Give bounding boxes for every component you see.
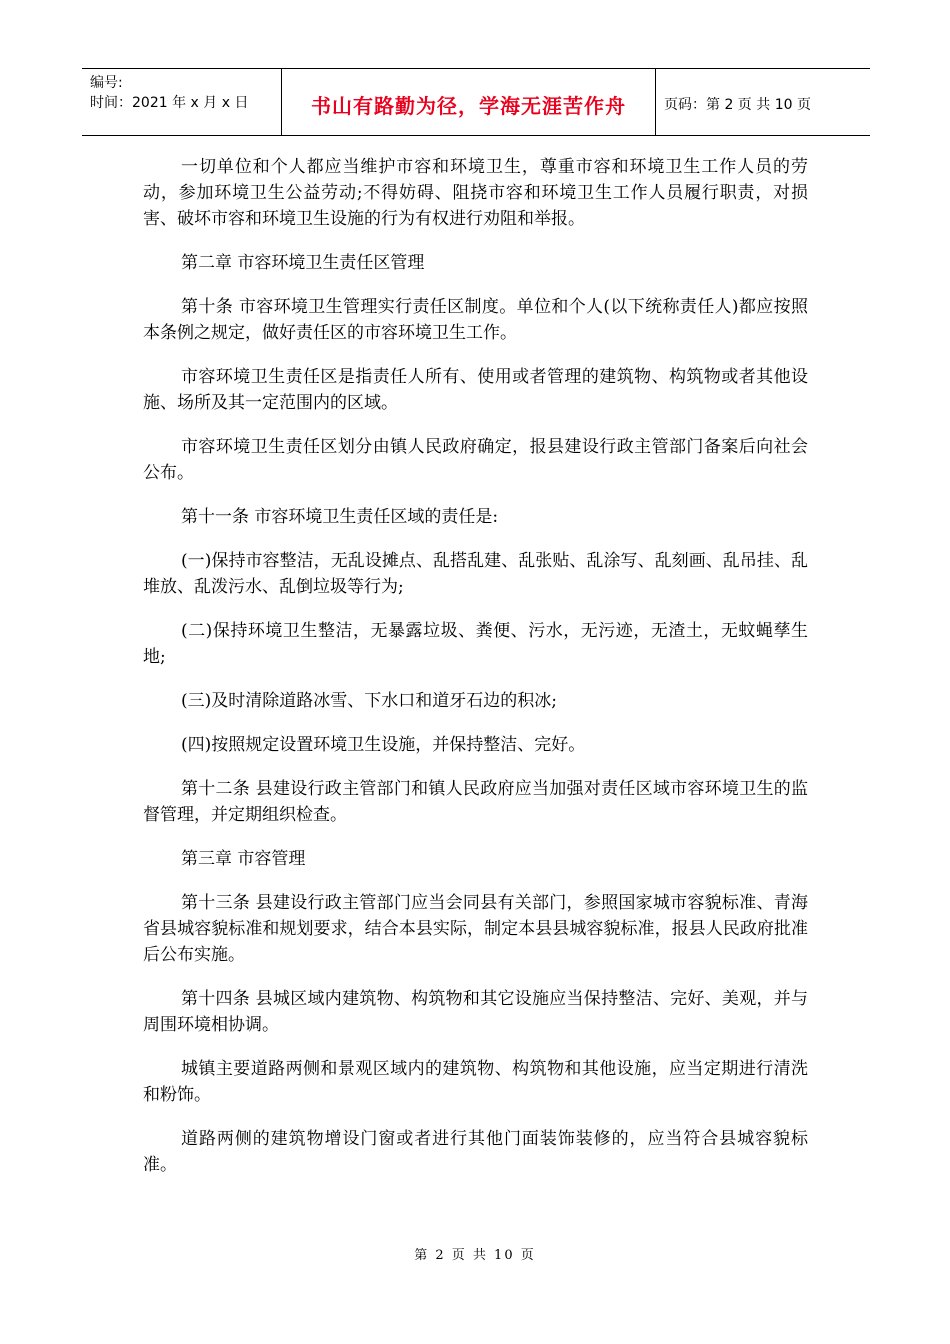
paragraph: 一切单位和个人都应当维护市容和环境卫生，尊重市容和环境卫生工作人员的劳动，参加环境卫生公益劳动;不得妨碍、阻挠市容和环境卫生工作人员履行职责，对损害、破坏市容和环境卫生设施的行为有权进行劝阻和举报。 (143, 157, 808, 229)
paragraph: 第十条 市容环境卫生管理实行责任区制度。单位和个人(以下统称责任人)都应按照本条例之规定，做好责任区的市容环境卫生工作。 (143, 297, 808, 343)
document-header (82, 68, 870, 136)
header-meta (82, 69, 282, 135)
list-item: (四)按照规定设置环境卫生设施，并保持整洁、完好。 (181, 735, 586, 755)
chapter-heading: 第二章 市容环境卫生责任区管理 (181, 253, 425, 273)
paragraph: 市容环境卫生责任区是指责任人所有、使用或者管理的建筑物、构筑物或者其他设施、场所及其一定范围内的区域。 (143, 367, 808, 413)
page-footer: 第 2 页 共 10 页 (414, 1248, 536, 1263)
paragraph: 第十三条 县建设行政主管部门应当会同县有关部门，参照国家城市容貌标准、青海省县城容貌标准和规划要求，结合本县实际，制定本县县城容貌标准，报县人民政府批准后公布实施。 (143, 893, 808, 965)
date-label: 时间：2021 年 x 月 x 日 (90, 95, 249, 111)
paragraph: 第十四条 县城区域内建筑物、构筑物和其它设施应当保持整洁、完好、美观，并与周围环境相协调。 (143, 989, 808, 1035)
paragraph: 道路两侧的建筑物增设门窗或者进行其他门面装饰装修的，应当符合县城容貌标准。 (143, 1129, 808, 1175)
paragraph: 城镇主要道路两侧和景观区域内的建筑物、构筑物和其他设施，应当定期进行清洗和粉饰。 (143, 1059, 808, 1105)
paragraph: 市容环境卫生责任区划分由镇人民政府确定，报县建设行政主管部门备案后向社会公布。 (143, 437, 808, 483)
chapter-heading: 第三章 市容管理 (181, 849, 306, 869)
header-motto: 书山有路勤为径，学海无涯苦作舟 (282, 69, 656, 135)
paragraph: 第十二条 县建设行政主管部门和镇人民政府应当加强对责任区域市容环境卫生的监督管理，并定期组织检查。 (143, 779, 808, 825)
list-item: (一)保持市容整洁，无乱设摊点、乱搭乱建、乱张贴、乱涂写、乱刻画、乱吊挂、乱堆放、乱泼污水、乱倒垃圾等行为; (143, 551, 808, 597)
number-label: 编号: (90, 75, 123, 91)
paragraph: 第十一条 市容环境卫生责任区域的责任是: (181, 507, 499, 527)
header-page-info: 页码：第 2 页 共 10 页 (664, 97, 811, 113)
list-item: (三)及时清除道路冰雪、下水口和道牙石边的积冰; (181, 691, 557, 711)
document-body (143, 154, 808, 1196)
list-item: (二)保持环境卫生整洁，无暴露垃圾、粪便、污水，无污迹，无渣土，无蚊蝇孳生地; (143, 621, 808, 667)
